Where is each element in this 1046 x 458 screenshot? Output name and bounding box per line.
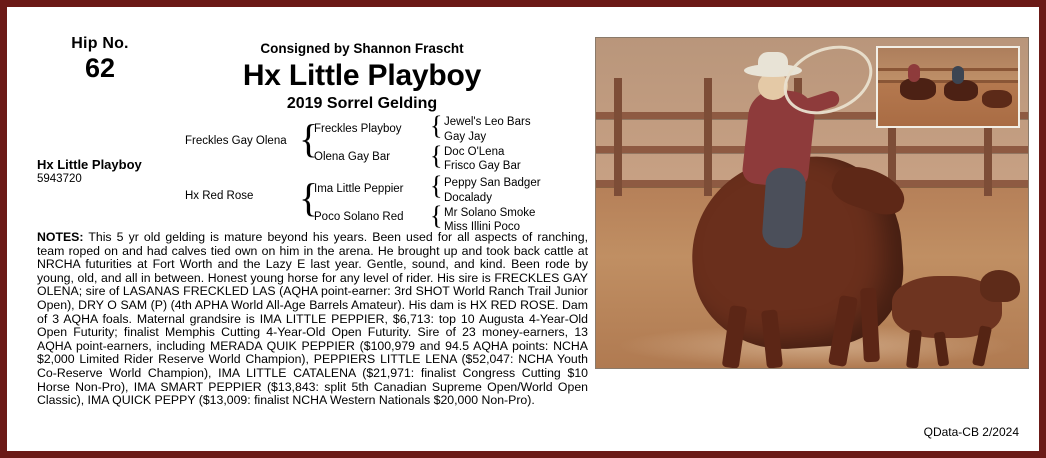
inset-cow (982, 90, 1012, 108)
inset-rail (878, 68, 1018, 71)
inset-rider (908, 64, 920, 82)
page-inner (7, 7, 1039, 451)
brace-icon: { (299, 175, 319, 220)
pedigree-subject: Hx Little Playboy (37, 157, 142, 172)
pedigree-gen3-item: Jewel's Leo Bars (444, 116, 531, 128)
hip-number-block (35, 35, 165, 82)
pedigree-dam: Hx Red Rose (185, 190, 254, 202)
pedigree-gen3-item: Peppy San Badger (444, 177, 541, 189)
pedigree-gen2-item: Freckles Playboy (314, 123, 402, 135)
pedigree-gen3-item: Gay Jay (444, 131, 487, 143)
notes-block (37, 231, 588, 408)
inset-sky (878, 48, 1018, 82)
arena-rail (596, 146, 1028, 153)
pedigree-gen3-item: Doc O'Lena (444, 146, 505, 158)
inset-horse (900, 78, 936, 100)
brace-icon: { (430, 171, 443, 200)
inset-photo (876, 46, 1020, 128)
notes-body: This 5 yr old gelding is mature beyond his years. Been used for all aspects of ranching, team roped on and had calves tied own on him in the arena. He brought up and took back cattle at NRCHA futurities at Fort Worth and the Lazy E last year. Gentle, sound, and kind. Been rode by young, old, and all in between. Honest young horse for any level of rider. His sire is FRECKLES GAY OLENA; sire of LASANAS FRECKLED LAS (AQHA point-earner: 3rd SHOT World Ranch Trail Junior Open), DRY O SAM (P) (4th APHA World All-Age Barrels Amateur). His dam is HX RED ROSE. Dam of 3 AQHA foals. Maternal grandsire is IMA LITTLE PEPPIER, $6,713: top 10 Augusta 4-Year-Old Open Futurity; finalist Memphis Cutting 4-Year-Old Open Futurity. Sire of 23 money-earners, 13 AQHA point-earners, including MERADA QUIK PEPPIER ($100,979 and 94.5 AQHA points: NCHA $2,000 Limited Rider Reserve World Champion), PEPPIERS LITTLE LENA ($52,047: NCHA Youth Co-Reserve World Champion), IMA LITTLE CATALENA ($21,971: finalist Congress Cutting $10 Horse Non-Pro), IMA SMART PEPPIER ($13,843: split 5th Canadian Supreme Open/World Open Classic), IMA QUICK PEPPY ($13,009: finalist NCHA Western Nationals $20,000 Non-Pro). (37, 230, 588, 408)
brace-icon: { (299, 116, 319, 161)
brace-icon: { (430, 201, 443, 230)
pedigree-gen2-item: Olena Gay Bar (314, 151, 391, 163)
pedigree-gen3-item: Frisco Gay Bar (444, 160, 521, 172)
main-photo (595, 37, 1029, 369)
pedigree-registration: 5943720 (37, 173, 82, 185)
rider-leg (761, 167, 806, 250)
inset-rider (952, 66, 964, 84)
hip-label: Hip No. (71, 35, 129, 52)
arena-post (704, 78, 712, 196)
notes-label: NOTES: (37, 230, 84, 244)
left-column (7, 7, 588, 451)
pedigree-gen3-item: Mr Solano Smoke (444, 207, 536, 219)
horse-description: 2019 Sorrel Gelding (286, 95, 438, 112)
calf-head (980, 270, 1020, 302)
arena-post (614, 78, 622, 196)
pedigree-gen2-item: Poco Solano Red (314, 211, 404, 223)
pedigree-sire: Freckles Gay Olena (185, 135, 287, 147)
footer-credit: QData-CB 2/2024 (923, 425, 1019, 439)
page-title: Hx Little Playboy (242, 59, 482, 92)
pedigree-gen3-item: Miss Illini Poco (444, 221, 521, 233)
pedigree-gen3-item: Docalady (444, 192, 492, 204)
brace-icon: { (430, 111, 443, 140)
brace-icon: { (430, 141, 443, 170)
pedigree-gen2-item: Ima Little Peppier (314, 183, 404, 195)
hip-number: 62 (84, 53, 116, 83)
consignor-line: Consigned by Shannon Frascht (260, 41, 464, 56)
